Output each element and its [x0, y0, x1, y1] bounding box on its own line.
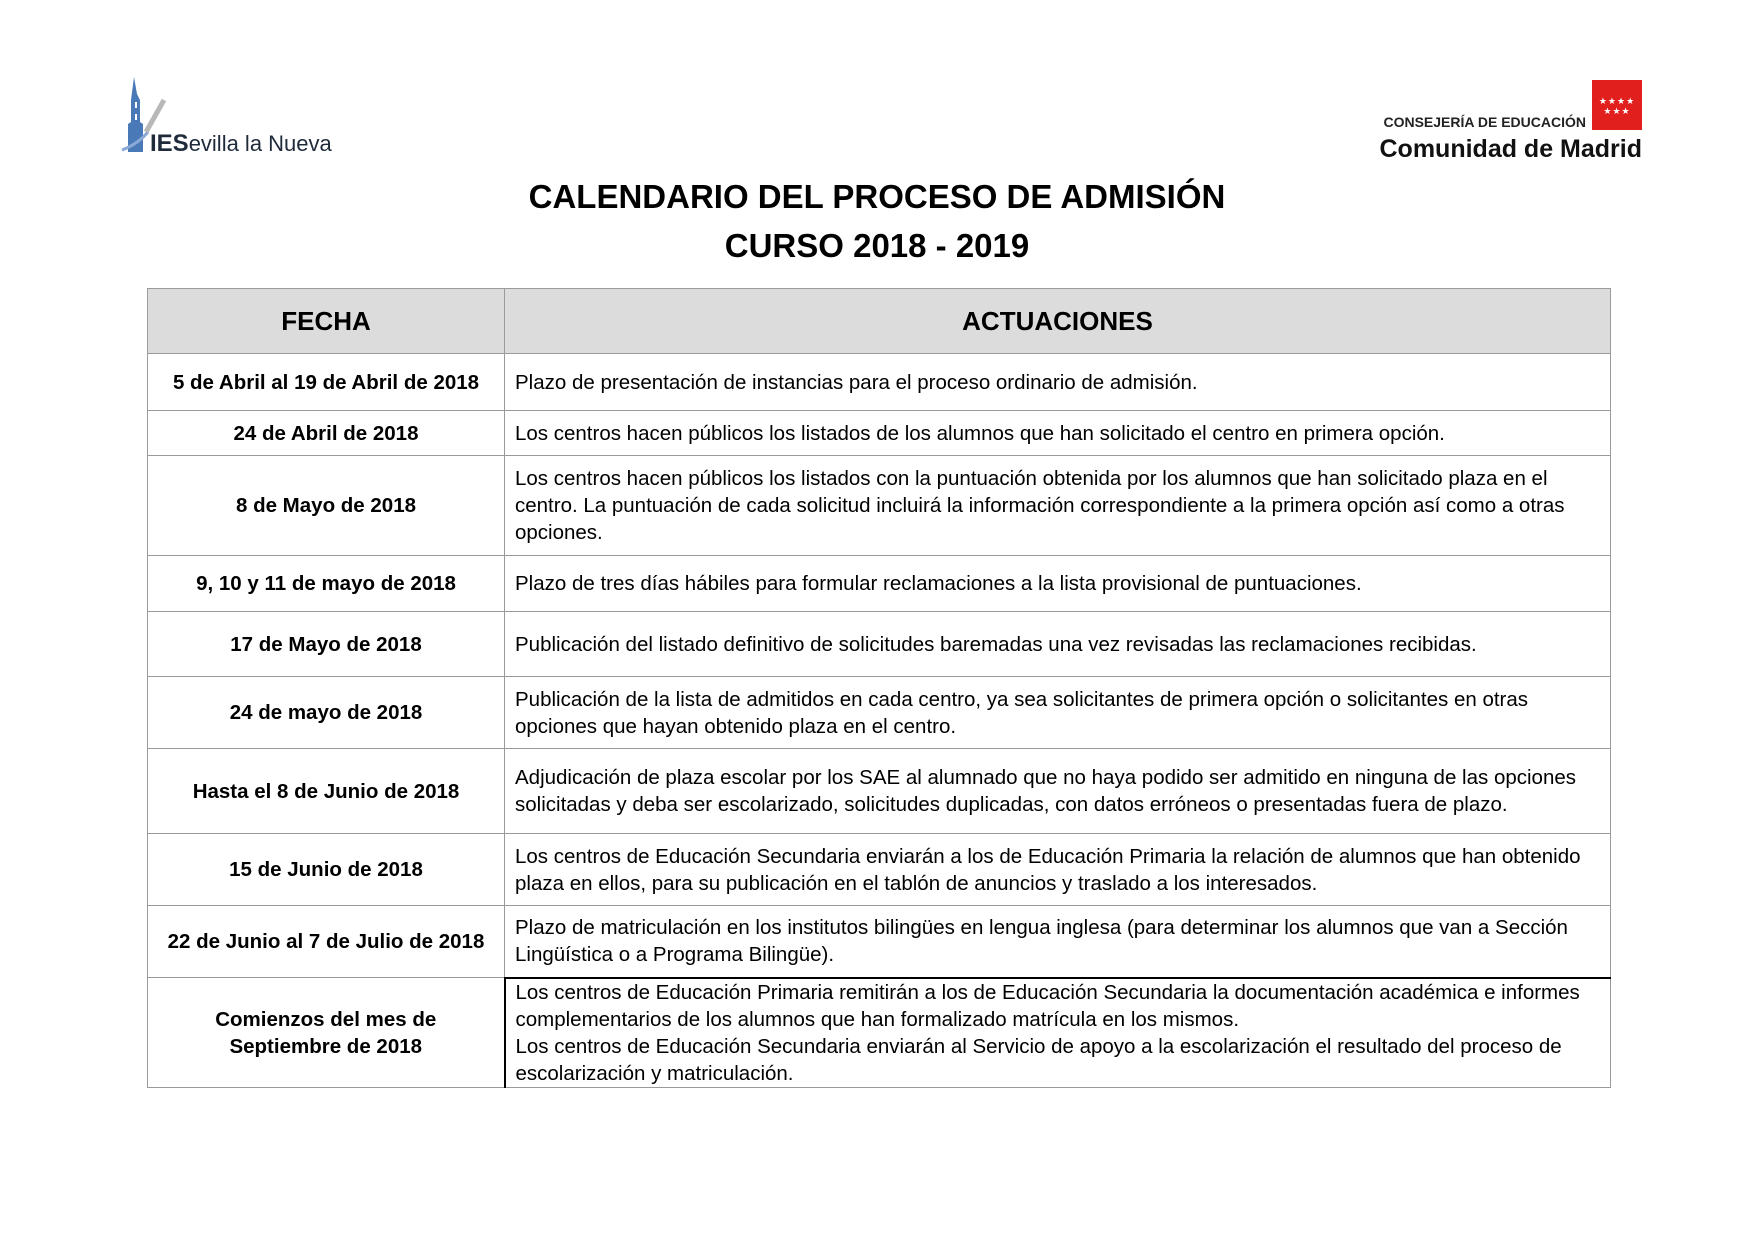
date-cell — [148, 612, 505, 677]
date-text: 24 de Abril de 2018 — [233, 421, 419, 445]
action-text: Lingüística o a Programa Bilingüe). — [515, 943, 835, 967]
action-cell — [505, 456, 1611, 556]
page-title: CALENDARIO DEL PROCESO DE ADMISIÓN — [528, 178, 1226, 215]
action-text: Los centros de Educación Primaria remitirán a los de Educación Secundaria la documentación académica e informes — [515, 980, 1580, 1004]
action-text: solicitadas y deba ser escolarizado, solicitudes duplicadas, con datos erróneos o presentadas fuera de plazo. — [515, 793, 1508, 816]
ies-logo-rest: evilla la Nueva — [188, 131, 332, 156]
action-cell — [505, 749, 1611, 834]
table-row — [148, 354, 1611, 411]
date-cell — [148, 556, 505, 612]
action-text: opciones que hayan obtenido plaza en el centro. — [515, 714, 957, 738]
ies-logo-bold: IES — [150, 130, 189, 157]
date-text: Septiembre de 2018 — [229, 1034, 423, 1058]
date-text: 24 de mayo de 2018 — [229, 701, 423, 724]
table-row — [148, 834, 1611, 906]
calendar-table — [147, 288, 1611, 1088]
action-text: Plazo de presentación de instancias para el proceso ordinario de admisión. — [515, 370, 1198, 394]
action-text: escolarización y matriculación. — [515, 1061, 794, 1085]
header-actuaciones: ACTUACIONES — [505, 289, 1611, 354]
date-text: 9, 10 y 11 de mayo de 2018 — [196, 572, 456, 595]
date-cell — [148, 677, 505, 749]
action-cell — [505, 612, 1611, 677]
action-text: complementarios de los alumnos que han formalizado matrícula en los mismos. — [515, 1007, 1240, 1031]
date-cell — [148, 456, 505, 556]
action-text: plaza en ellos, para su publicación en el tablón de anuncios y traslado a los interesados. — [515, 871, 1318, 895]
action-text: Publicación de la lista de admitidos en cada centro, ya sea solicitantes de primera opción o solicitantes en otras — [515, 687, 1529, 711]
table-header-row — [148, 289, 1611, 354]
date-text: Comienzos del mes de — [215, 1007, 437, 1031]
action-text: Los centros hacen públicos los listados de los alumnos que han solicitado el centro en primera opción. — [515, 421, 1445, 445]
action-text: centro. La puntuación de cada solicitud incluirá la información correspondiente a la primera opción así como a otras — [515, 494, 1565, 517]
table-row — [148, 456, 1611, 556]
action-cell — [505, 411, 1611, 456]
comunidad-madrid-logo — [1302, 80, 1642, 170]
page-subtitle: CURSO 2018 - 2019 — [724, 227, 1030, 264]
action-cell — [505, 556, 1611, 612]
action-cell — [505, 834, 1611, 906]
action-cell — [505, 354, 1611, 411]
header-fecha: FECHA — [148, 289, 505, 354]
date-cell — [148, 354, 505, 411]
action-text: opciones. — [515, 521, 603, 544]
action-text: Los centros de Educación Secundaria enviarán a los de Educación Primaria la relación de alumnos que han obtenido — [515, 844, 1581, 868]
action-text: Los centros de Educación Secundaria enviarán al Servicio de apoyo a la escolarización el resultado del proceso de — [515, 1034, 1562, 1058]
date-cell — [148, 411, 505, 456]
table-row — [148, 556, 1611, 612]
table-row — [148, 612, 1611, 677]
action-text: Los centros hacen públicos los listados con la puntuación obtenida por los alumnos que han solicitado plaza en el — [515, 467, 1548, 490]
date-cell — [148, 834, 505, 906]
action-text: Publicación del listado definitivo de solicitudes baremadas una vez revisadas las reclamaciones recibidas. — [515, 632, 1477, 656]
table-row — [148, 978, 1611, 1088]
ies-logo — [118, 72, 358, 162]
madrid-flag-icon: ★★★★ ★★★ — [1592, 80, 1642, 130]
date-cell — [148, 906, 505, 978]
date-text: 22 de Junio al 7 de Julio de 2018 — [167, 930, 485, 953]
action-cell — [505, 906, 1611, 978]
table-row — [148, 906, 1611, 978]
action-cell — [505, 677, 1611, 749]
action-text: Plazo de tres días hábiles para formular reclamaciones a la lista provisional de puntuaciones. — [515, 572, 1362, 595]
action-text: Plazo de matriculación en los institutos bilingües en lengua inglesa (para determinar los alumnos que van a Sección — [515, 916, 1568, 940]
action-text: Adjudicación de plaza escolar por los SAE al alumnado que no haya podido ser admitido en ninguna de las opciones — [515, 766, 1577, 789]
date-text: 8 de Mayo de 2018 — [235, 494, 417, 517]
date-text: 5 de Abril al 19 de Abril de 2018 — [172, 370, 480, 394]
comunidad-label: Comunidad de Madrid — [1379, 135, 1642, 163]
date-text: Hasta el 8 de Junio de 2018 — [192, 779, 460, 803]
date-cell — [148, 749, 505, 834]
ies-logo-text — [150, 130, 332, 158]
table-row — [148, 677, 1611, 749]
table-row — [148, 411, 1611, 456]
consejeria-label: CONSEJERÍA DE EDUCACIÓN — [1383, 114, 1586, 130]
date-text: 15 de Junio de 2018 — [229, 858, 423, 881]
date-text: 17 de Mayo de 2018 — [230, 632, 422, 656]
action-cell — [505, 978, 1611, 1088]
table-row — [148, 749, 1611, 834]
date-cell — [148, 978, 505, 1088]
